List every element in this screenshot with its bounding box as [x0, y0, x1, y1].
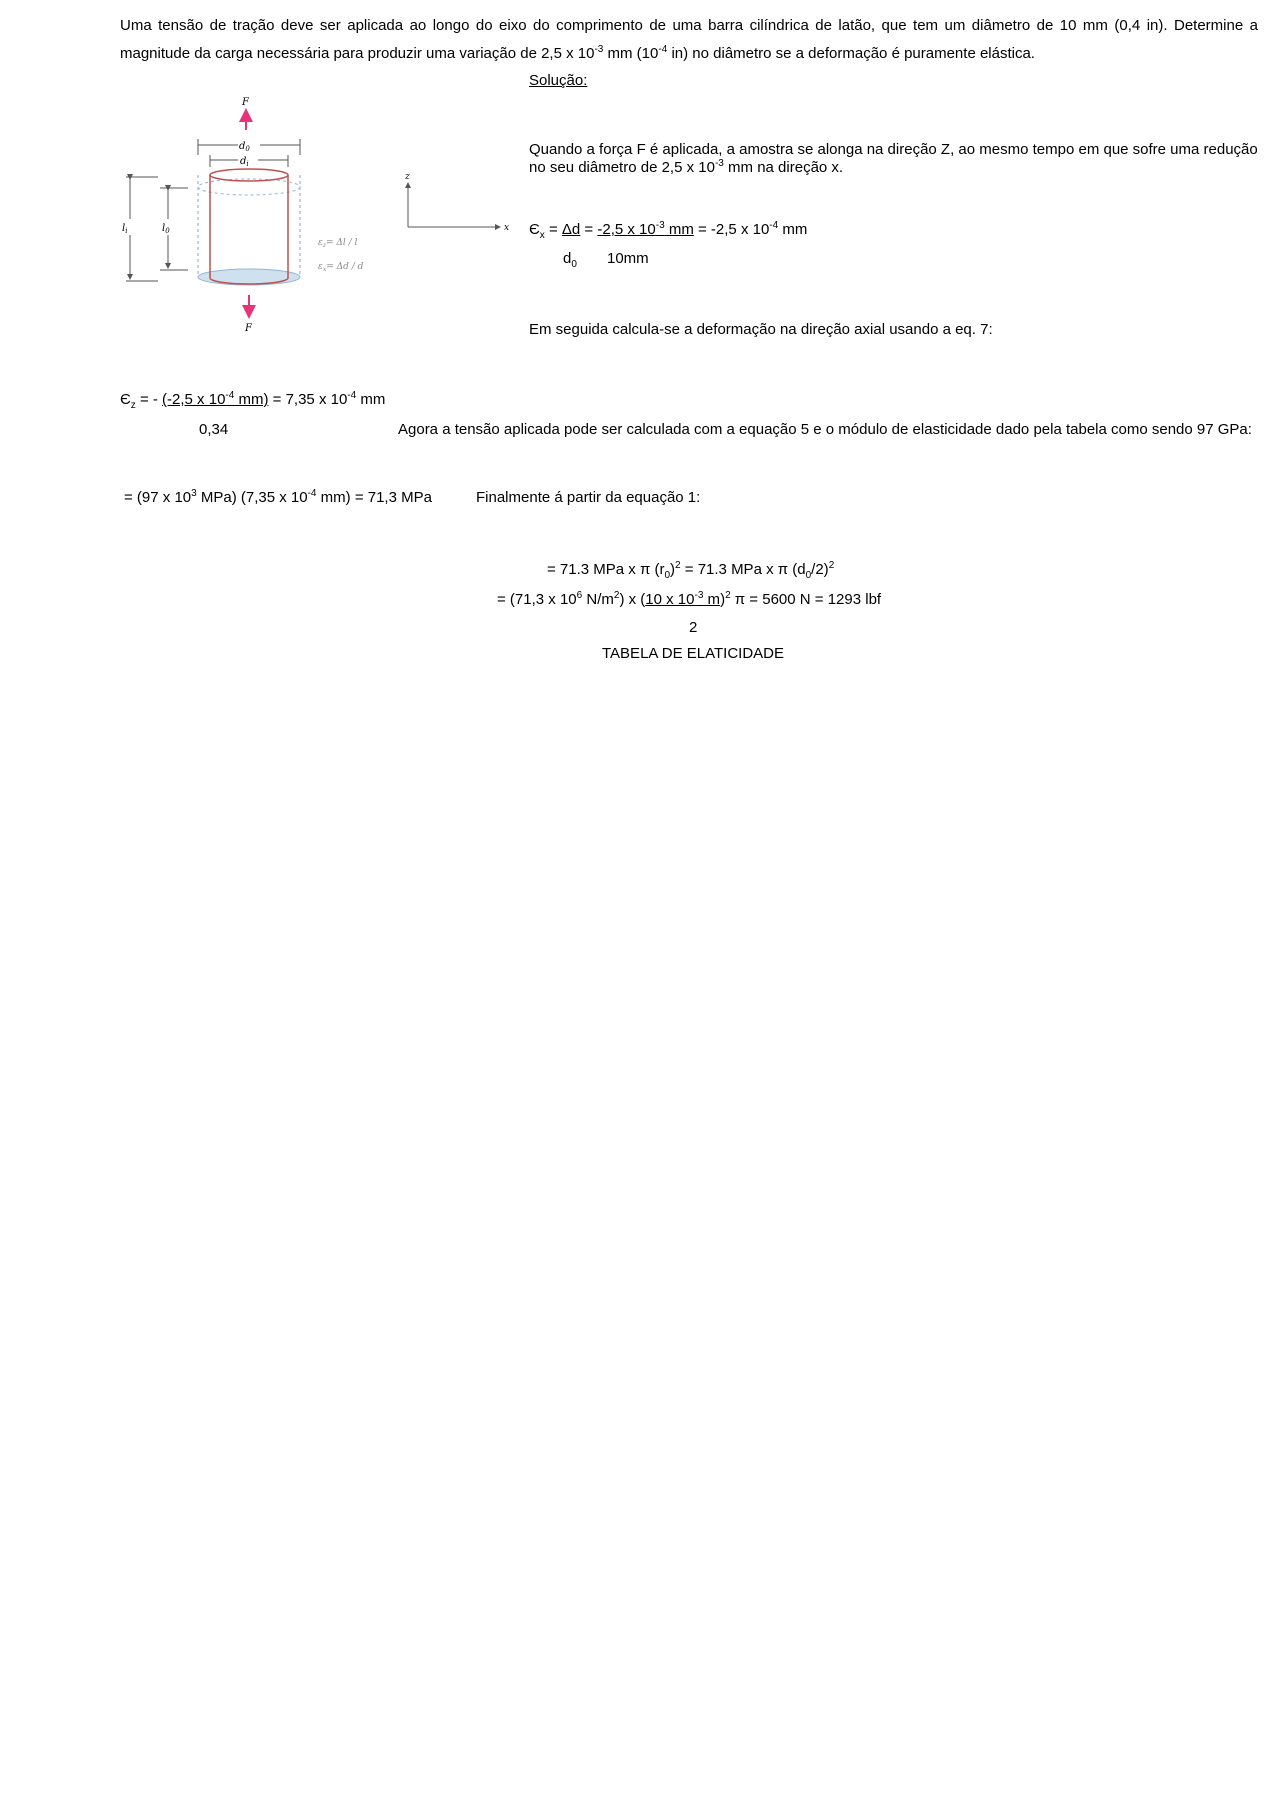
- solution-heading: Solução:: [529, 72, 588, 89]
- strain-formulas: [318, 238, 364, 273]
- force-top-label: F: [242, 97, 249, 108]
- strain-x-formula: $\varepsilon_x= \Delta d / d$: [318, 262, 364, 273]
- li-label: $l_i$: [122, 223, 128, 235]
- original-cylinder-sides: [210, 175, 288, 278]
- d0-label: $d_0$: [239, 141, 250, 153]
- force-equation-2: = (71,3 x $10^6$ $N/m^2$) x (10 x $10^{-3}$ m)$^2$ π = 5600 N = 1293 lbf: [497, 590, 882, 608]
- final-text: Finalmente á partir da equação 1:: [476, 489, 701, 506]
- z-axis-label: z: [405, 172, 410, 182]
- strain-z-formula: $\varepsilon_z= \Delta l / l$: [318, 238, 358, 249]
- axial-text: Em seguida calcula-se a deformação na direção axial usando a eq. 7:: [529, 321, 993, 338]
- ex-equation: $Є_x = \Delta d = -2,5$ x $10^{-3}$ mm = -2,5 x $10^{-4}$ mm: [529, 220, 808, 241]
- stress-equation: = (97 x $10^3$ MPa) (7,35 x $10^{-4}$ mm) = 71,3 MPa: [124, 488, 432, 506]
- ex-denominator-d0: $d_0$: [563, 250, 577, 270]
- force-equation-1: = 71.3 MPa x π $(r_0)^2 = 71.3$ MPa x π $(d_0/2)^2$: [547, 560, 835, 581]
- stress-text: Agora a tensão aplicada pode ser calculada com a equação 5 e o módulo de elasticidade dado pela tabela como sendo 97 GPa:: [398, 421, 1252, 438]
- problem-statement: Uma tensão de tração deve ser aplicada ao longo do eixo do comprimento de uma barra cilíndrica de latão, que tem um diâmetro de 10 mm (0,4 in). Determine a magnitude da carga necessária para produzir uma variação de 2,5 x $10^{-3}$ mm ($10^{-4}$ in) no diâmetro se a deformação é puramente elástica.: [120, 17, 1258, 62]
- force-bottom-label: F: [245, 323, 252, 334]
- figure-svg: [118, 95, 518, 335]
- x-axis-label: x: [504, 223, 510, 233]
- deformed-cylinder-base: [198, 269, 300, 285]
- cylinder-deformation-figure: [118, 95, 518, 335]
- ez-equation: $Є_z$ = - (-2,5 x $10^{-4}$ mm) = 7,35 x $10^{-4}$ mm: [120, 390, 386, 411]
- force-text-line1: Quando a força F é aplicada, a amostra se alonga na direção Z, ao mesmo tempo em que sofre uma redução: [529, 141, 1258, 158]
- ez-denominator: 0,34: [199, 421, 229, 438]
- force-denominator: 2: [689, 619, 698, 636]
- deformed-cylinder-sides: [198, 175, 300, 277]
- l0-label: $l_0$: [162, 223, 170, 235]
- di-label: $d_i$: [240, 156, 249, 168]
- force-text-line2: no seu diâmetro de 2,5 x $10^{-3}$ mm na direção x.: [529, 158, 844, 176]
- table-title: TABELA DE ELATICIDADE: [602, 645, 784, 662]
- ex-denominator-10mm: 10mm: [607, 250, 649, 267]
